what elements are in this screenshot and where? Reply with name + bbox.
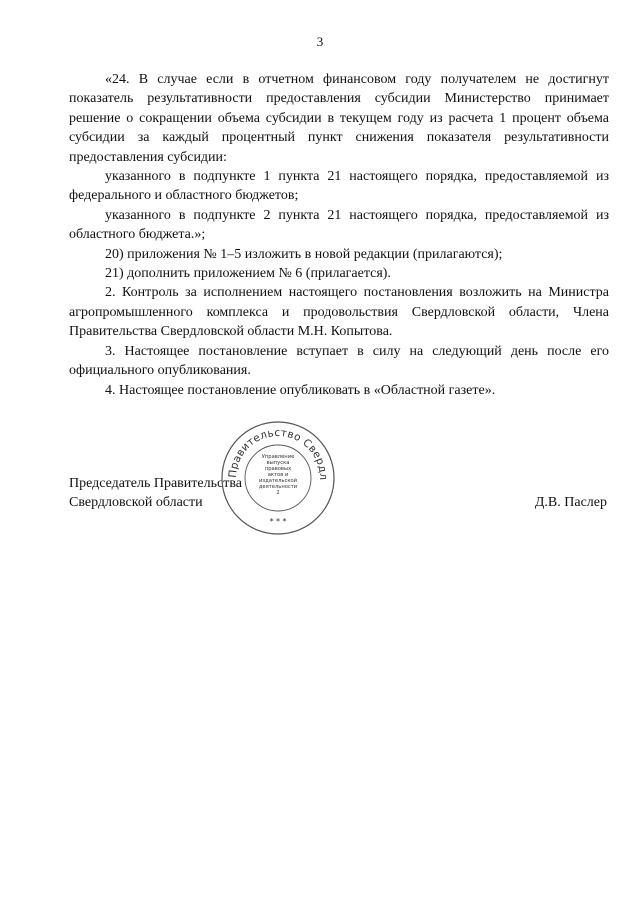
page-number: 3 <box>316 34 324 49</box>
seal-inner-text: Управление выпуска правовых актов и издательской деятельности 2 <box>258 454 298 496</box>
paragraph: указанного в подпункте 2 пункта 21 настоящего порядка, предоставляемой из областного бюджета.»; <box>69 207 609 243</box>
official-seal <box>218 418 338 538</box>
paragraph: 3. Настоящее постановление вступает в силу на следующий день после его официального опубликования. <box>69 343 609 379</box>
seal-stars: * * * <box>269 517 287 526</box>
document-body <box>69 70 609 400</box>
signatory-position-line1: Председатель Правительства <box>69 476 242 491</box>
paragraph: 4. Настоящее постановление опубликовать в «Областной газете». <box>105 382 496 398</box>
signatory-name: Д.В. Паслер <box>534 495 607 510</box>
paragraph: 21) дополнить приложением № 6 (прилагается). <box>105 266 391 282</box>
paragraph: «24. В случае если в отчетном финансовом году получателем не достигнут показатель результативности предоставления субсидии Министерство принимает решение о сокращении объема субсидии в текущем году из расчета 1 процент объема субсидии за каждый процентный пункт снижения показателя результативности предоставления субсидии: <box>69 72 609 165</box>
paragraph: 2. Контроль за исполнением настоящего постановления возложить на Министра агропромышленного комплекса и продовольствия Свердловской области, Члена Правительства Свердловской области М.Н. Копытова. <box>69 285 609 340</box>
paragraph: указанного в подпункте 1 пункта 21 настоящего порядка, предоставляемой из федерального и областного бюджетов; <box>69 169 609 204</box>
signatory-position <box>69 474 242 513</box>
paragraph: 20) приложения № 1–5 изложить в новой редакции (прилагаются); <box>105 246 503 262</box>
signatory-position-line2: Свердловской области <box>69 495 203 511</box>
seal-ring-text: Правительство Свердл <box>226 426 330 481</box>
